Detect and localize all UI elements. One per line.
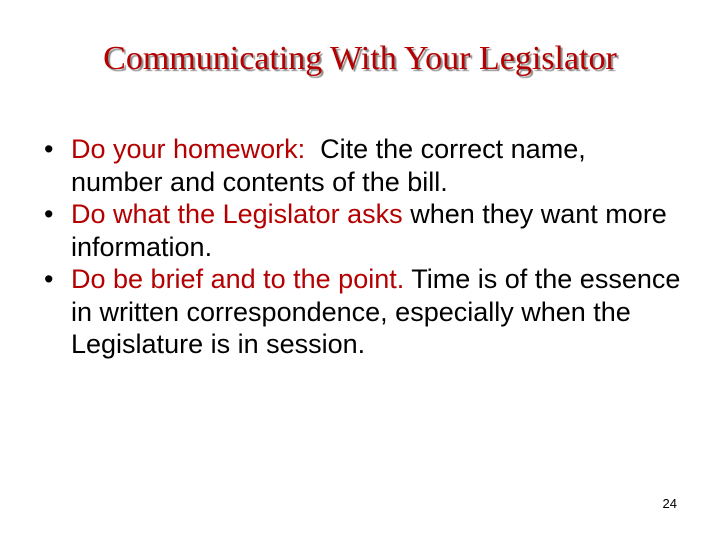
bullet-dot: • — [44, 199, 54, 229]
slide-title: Communicating With Your Legislator — [103, 40, 617, 77]
bullet-item — [44, 263, 684, 361]
bullet-list — [44, 133, 684, 361]
bullet-dot: • — [44, 264, 54, 294]
bullet-text: Time is of the essence in written correspondence, especially when the Legislature is in session. — [71, 264, 681, 359]
bullet-text: Cite the correct name, number and contents of the bill. — [71, 134, 594, 197]
bullet-text: when they want more information. — [71, 199, 667, 262]
bullet-lead: Do be brief and to the point. — [71, 264, 405, 294]
bullet-lead: Do what the Legislator asks — [71, 199, 403, 229]
bullet-dot: • — [44, 134, 54, 164]
page-number: 24 — [662, 496, 677, 511]
bullet-item — [44, 133, 684, 198]
bullet-item — [44, 198, 684, 263]
bullet-lead: Do your homework: — [71, 134, 306, 164]
